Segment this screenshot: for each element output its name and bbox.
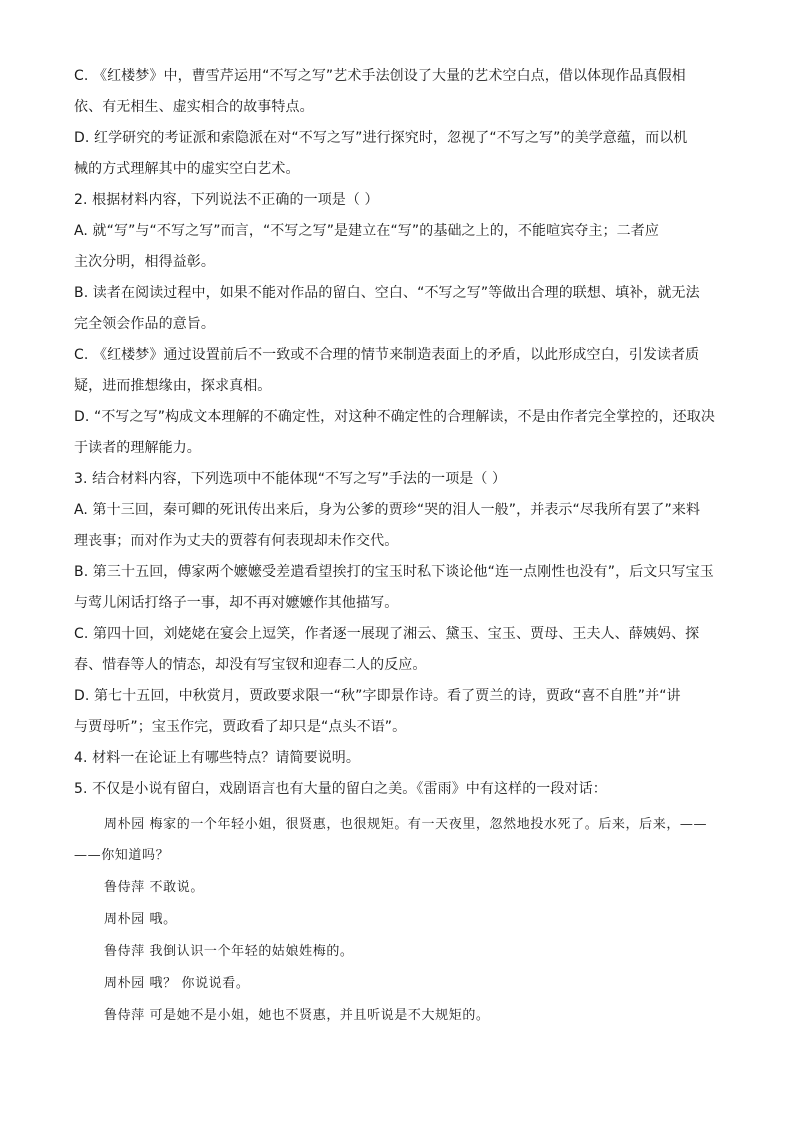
dialogue-line-3: 周朴园 哦。 bbox=[104, 912, 177, 927]
q3-option-c-1: C. 第四十回，刘姥姥在宴会上逗笑，作者逐一展现了湘云、黛玉、宝玉、贾母、王夫人、薛姨妈、探 bbox=[74, 626, 700, 642]
q2-option-d-2: 于读者的理解能力。 bbox=[74, 440, 201, 456]
question-4: 4. 材料一在论证上有哪些特点？请简要说明。 bbox=[74, 750, 361, 766]
q3-option-d-1: D. 第七十五回，中秋赏月，贾政要求限一“秋”字即景作诗。看了贾兰的诗，贾政“喜不自胜”并“讲 bbox=[74, 688, 681, 704]
question-2: 2. 根据材料内容，下列说法不正确的一项是（ ） bbox=[74, 192, 379, 208]
q3-option-c-2: 春、惜春等人的情态，却没有写宝钗和迎春二人的反应。 bbox=[74, 657, 427, 673]
q2-option-b-2: 完全领会作品的意旨。 bbox=[74, 316, 215, 332]
q2-option-a-2: 主次分明，相得益彰。 bbox=[74, 254, 215, 270]
q3-option-a-1: A. 第十三回，秦可卿的死讯传出来后，身为公爹的贾珍“哭的泪人一般”，并表示“尽我所有罢了”来料 bbox=[74, 502, 701, 518]
dialogue-line-6: 鲁侍萍 可是她不是小姐，她也不贤惠，并且听说是不大规矩的。 bbox=[104, 1008, 490, 1023]
option-d-line-1: D. 红学研究的考证派和索隐派在对“不写之写”进行探究时，忽视了“不写之写”的美学意蕴，而以机 bbox=[74, 130, 688, 146]
q2-option-a-1: A. 就“写”与“不写之写”而言，“不写之写”是建立在“写”的基础之上的，不能喧宾夺主；二者应 bbox=[74, 223, 659, 239]
dialogue-line-4: 鲁侍萍 我倒认识一个年轻的姑娘姓梅的。 bbox=[104, 944, 354, 959]
option-d-line-2: 械的方式理解其中的虚实空白艺术。 bbox=[74, 161, 300, 177]
q2-option-d-1: D. “不写之写”构成文本理解的不确定性，对这种不确定性的合理解读，不是由作者完全掌控的，还取决 bbox=[74, 409, 715, 425]
q2-option-c-1: C. 《红楼梦》通过设置前后不一致或不合理的情节来制造表面上的矛盾，以此形成空白，引发读者质 bbox=[74, 347, 700, 363]
option-c-line-1: C. 《红楼梦》中，曹雪芹运用“不写之写”艺术手法创设了大量的艺术空白点，借以体现作品真假相 bbox=[74, 68, 686, 84]
question-3: 3. 结合材料内容，下列选项中不能体现“不写之写”手法的一项是（ ） bbox=[74, 471, 507, 487]
question-5: 5. 不仅是小说有留白，戏剧语言也有大量的留白之美。《雷雨》中有这样的一段对话： bbox=[74, 781, 607, 797]
option-c-line-2: 依、有无相生、虚实相合的故事特点。 bbox=[74, 99, 314, 115]
q3-option-d-2: 与贾母听”；宝玉作完，贾政看了却只是“点头不语”。 bbox=[74, 719, 407, 735]
q2-option-b-1: B. 读者在阅读过程中，如果不能对作品的留白、空白、“不写之写”等做出合理的联想、填补，就无法 bbox=[74, 285, 700, 301]
q2-option-c-2: 疑，进而推想缘由，探求真相。 bbox=[74, 378, 272, 394]
dialogue-line-5: 周朴园 哦？ 你说说看。 bbox=[104, 976, 250, 991]
dialogue-line-2: 鲁侍萍 不敢说。 bbox=[104, 880, 204, 895]
dialogue-line-1b: ——你知道吗？ bbox=[74, 848, 170, 863]
q3-option-b-1: B. 第三十五回，傅家两个嬷嬷受差遣看望挨打的宝玉时私下谈论他“连一点刚性也没有”，后文只写宝玉 bbox=[74, 564, 714, 580]
q3-option-a-2: 理丧事；而对作为丈夫的贾蓉有何表现却未作交代。 bbox=[74, 533, 399, 549]
q3-option-b-2: 与莺儿闲话打络子一事，却不再对嬷嬷作其他描写。 bbox=[74, 595, 399, 611]
dialogue-line-1: 周朴园 梅家的一个年轻小姐，很贤惠，也很规矩。有一天夜里，忽然地投水死了。后来，后来，—— bbox=[104, 817, 708, 832]
